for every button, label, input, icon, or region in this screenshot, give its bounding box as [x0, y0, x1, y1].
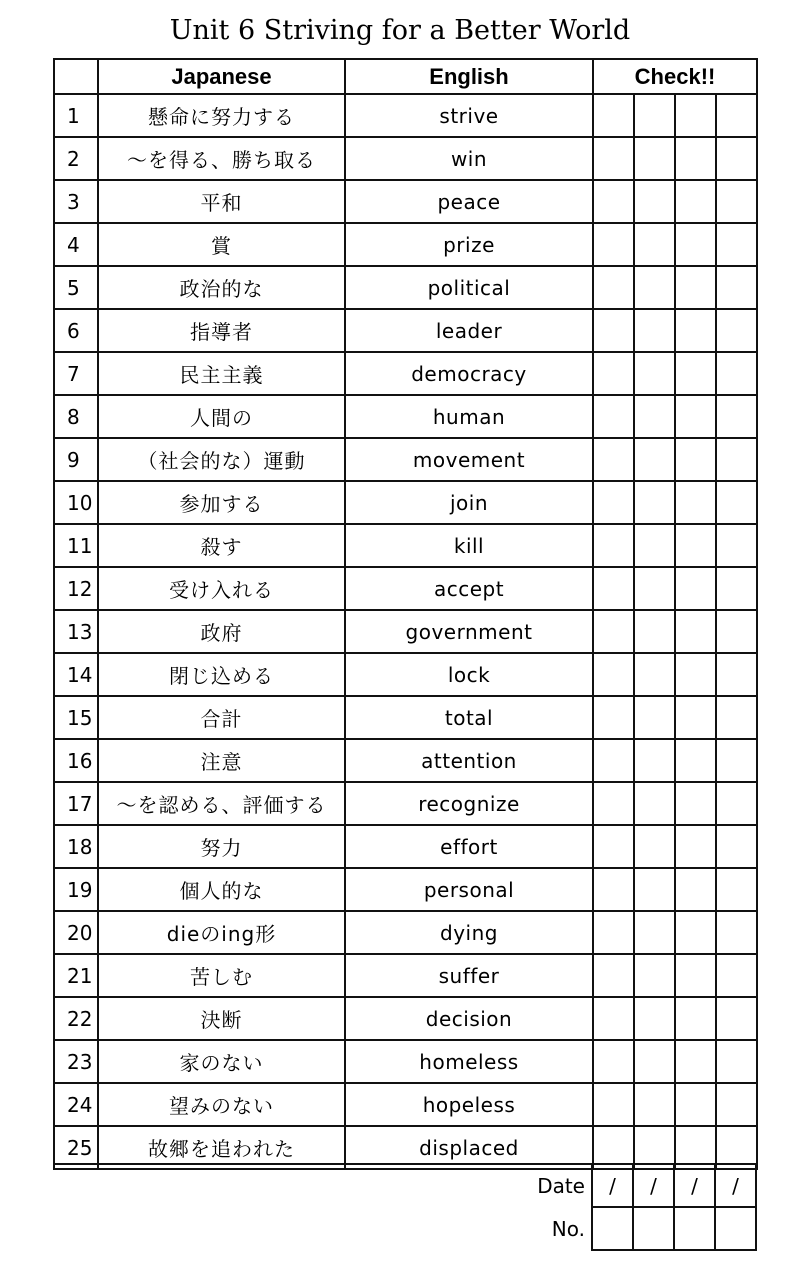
english-term: human — [345, 395, 593, 438]
header-japanese: Japanese — [98, 59, 345, 94]
row-number: 11 — [54, 524, 98, 567]
row-number: 10 — [54, 481, 98, 524]
check-box[interactable] — [716, 997, 757, 1040]
english-term: peace — [345, 180, 593, 223]
vocabulary-table — [53, 58, 758, 1170]
check-box[interactable] — [716, 1040, 757, 1083]
header-number — [54, 59, 98, 94]
check-box[interactable] — [716, 610, 757, 653]
check-box[interactable] — [634, 352, 675, 395]
english-term: strive — [345, 94, 593, 137]
check-box[interactable] — [634, 653, 675, 696]
row-number: 22 — [54, 997, 98, 1040]
check-box[interactable] — [634, 610, 675, 653]
check-box[interactable] — [716, 567, 757, 610]
table-row — [54, 825, 757, 868]
check-box[interactable] — [593, 395, 634, 438]
row-number: 24 — [54, 1083, 98, 1126]
check-box[interactable] — [634, 1040, 675, 1083]
english-term: political — [345, 266, 593, 309]
row-number: 4 — [54, 223, 98, 266]
check-box[interactable] — [593, 438, 634, 481]
score-field[interactable] — [633, 1207, 674, 1250]
check-box[interactable] — [675, 223, 716, 266]
check-box[interactable] — [716, 309, 757, 352]
check-box[interactable] — [593, 868, 634, 911]
check-box[interactable] — [675, 137, 716, 180]
check-box[interactable] — [634, 911, 675, 954]
check-box[interactable] — [716, 911, 757, 954]
english-term: displaced — [345, 1126, 593, 1169]
check-box[interactable] — [675, 739, 716, 782]
table-row — [54, 352, 757, 395]
check-box[interactable] — [716, 868, 757, 911]
check-box[interactable] — [716, 438, 757, 481]
check-box[interactable] — [593, 739, 634, 782]
check-box[interactable] — [634, 997, 675, 1040]
table-row — [54, 1040, 757, 1083]
date-label: Date — [53, 1164, 592, 1207]
japanese-term: 懸命に努力する — [98, 94, 345, 137]
check-box[interactable] — [634, 825, 675, 868]
english-term: homeless — [345, 1040, 593, 1083]
check-box[interactable] — [593, 1083, 634, 1126]
japanese-term: 平和 — [98, 180, 345, 223]
check-box[interactable] — [634, 696, 675, 739]
check-box[interactable] — [675, 782, 716, 825]
table-row — [54, 782, 757, 825]
check-box[interactable] — [593, 696, 634, 739]
check-box[interactable] — [634, 782, 675, 825]
table-row — [54, 481, 757, 524]
check-box[interactable] — [593, 567, 634, 610]
japanese-term: 故郷を追われた — [98, 1126, 345, 1169]
row-number: 23 — [54, 1040, 98, 1083]
english-term: dying — [345, 911, 593, 954]
table-row — [54, 180, 757, 223]
check-box[interactable] — [675, 438, 716, 481]
check-box[interactable] — [675, 94, 716, 137]
row-number: 18 — [54, 825, 98, 868]
english-term: attention — [345, 739, 593, 782]
japanese-term: 指導者 — [98, 309, 345, 352]
check-box[interactable] — [593, 309, 634, 352]
check-box[interactable] — [675, 911, 716, 954]
check-box[interactable] — [593, 94, 634, 137]
page-title: Unit 6 Striving for a Better World — [169, 15, 631, 46]
check-box[interactable] — [716, 481, 757, 524]
check-box[interactable] — [675, 610, 716, 653]
japanese-term: 参加する — [98, 481, 345, 524]
table-row — [54, 395, 757, 438]
row-number: 9 — [54, 438, 98, 481]
row-number: 19 — [54, 868, 98, 911]
japanese-term: 政治的な — [98, 266, 345, 309]
table-row — [54, 94, 757, 137]
table-row — [54, 954, 757, 997]
check-box[interactable] — [593, 223, 634, 266]
english-term: total — [345, 696, 593, 739]
check-box[interactable] — [675, 524, 716, 567]
check-box[interactable] — [593, 137, 634, 180]
check-box[interactable] — [675, 653, 716, 696]
check-box[interactable] — [593, 1040, 634, 1083]
check-box[interactable] — [675, 954, 716, 997]
table-row — [54, 1083, 757, 1126]
table-row — [54, 696, 757, 739]
check-box[interactable] — [634, 309, 675, 352]
japanese-term: 人間の — [98, 395, 345, 438]
english-term: win — [345, 137, 593, 180]
table-row — [54, 868, 757, 911]
english-term: government — [345, 610, 593, 653]
table-row — [54, 653, 757, 696]
check-box[interactable] — [716, 782, 757, 825]
row-number: 21 — [54, 954, 98, 997]
japanese-term: 注意 — [98, 739, 345, 782]
row-number: 5 — [54, 266, 98, 309]
check-box[interactable] — [593, 825, 634, 868]
japanese-term: 閉じ込める — [98, 653, 345, 696]
check-box[interactable] — [675, 868, 716, 911]
check-box[interactable] — [716, 524, 757, 567]
check-box[interactable] — [675, 997, 716, 1040]
japanese-term: 個人的な — [98, 868, 345, 911]
english-term: democracy — [345, 352, 593, 395]
row-number: 2 — [54, 137, 98, 180]
check-box[interactable] — [716, 352, 757, 395]
table-row — [54, 438, 757, 481]
japanese-term: （社会的な）運動 — [98, 438, 345, 481]
header-check: Check!! — [593, 59, 757, 94]
japanese-term: 殺す — [98, 524, 345, 567]
check-box[interactable] — [634, 180, 675, 223]
number-row — [53, 1207, 756, 1250]
check-box[interactable] — [675, 395, 716, 438]
japanese-term: 賞 — [98, 223, 345, 266]
date-field[interactable]: / — [715, 1164, 756, 1207]
english-term: leader — [345, 309, 593, 352]
table-row — [54, 524, 757, 567]
check-box[interactable] — [593, 180, 634, 223]
footer-table — [53, 1163, 757, 1251]
check-box[interactable] — [675, 1040, 716, 1083]
check-box[interactable] — [716, 94, 757, 137]
japanese-term: 受け入れる — [98, 567, 345, 610]
score-field[interactable] — [674, 1207, 715, 1250]
check-box[interactable] — [634, 739, 675, 782]
row-number: 25 — [54, 1126, 98, 1169]
english-term: kill — [345, 524, 593, 567]
check-box[interactable] — [634, 395, 675, 438]
check-box[interactable] — [593, 997, 634, 1040]
row-number: 1 — [54, 94, 98, 137]
check-box[interactable] — [675, 1083, 716, 1126]
english-term: movement — [345, 438, 593, 481]
check-box[interactable] — [634, 223, 675, 266]
date-field[interactable]: / — [674, 1164, 715, 1207]
date-row — [53, 1164, 756, 1207]
check-box[interactable] — [593, 352, 634, 395]
table-row — [54, 911, 757, 954]
check-box[interactable] — [593, 524, 634, 567]
check-box[interactable] — [593, 481, 634, 524]
check-box[interactable] — [675, 309, 716, 352]
japanese-term: 家のない — [98, 1040, 345, 1083]
japanese-term: 民主主義 — [98, 352, 345, 395]
japanese-term: 努力 — [98, 825, 345, 868]
check-box[interactable] — [634, 438, 675, 481]
japanese-term: dieのing形 — [98, 911, 345, 954]
japanese-term: 望みのない — [98, 1083, 345, 1126]
check-box[interactable] — [716, 653, 757, 696]
check-box[interactable] — [716, 137, 757, 180]
check-box[interactable] — [716, 1083, 757, 1126]
japanese-term: 政府 — [98, 610, 345, 653]
row-number: 13 — [54, 610, 98, 653]
check-box[interactable] — [675, 825, 716, 868]
table-row — [54, 567, 757, 610]
row-number: 20 — [54, 911, 98, 954]
check-box[interactable] — [675, 481, 716, 524]
check-box[interactable] — [716, 395, 757, 438]
check-box[interactable] — [716, 180, 757, 223]
row-number: 17 — [54, 782, 98, 825]
check-box[interactable] — [593, 653, 634, 696]
table-row — [54, 739, 757, 782]
check-box[interactable] — [716, 223, 757, 266]
check-box[interactable] — [593, 954, 634, 997]
japanese-term: ～を認める、評価する — [98, 782, 345, 825]
english-term: personal — [345, 868, 593, 911]
check-box[interactable] — [634, 481, 675, 524]
japanese-term: ～を得る、勝ち取る — [98, 137, 345, 180]
english-term: recognize — [345, 782, 593, 825]
check-box[interactable] — [634, 868, 675, 911]
row-number: 7 — [54, 352, 98, 395]
date-field[interactable]: / — [633, 1164, 674, 1207]
row-number: 15 — [54, 696, 98, 739]
english-term: hopeless — [345, 1083, 593, 1126]
check-box[interactable] — [634, 524, 675, 567]
check-box[interactable] — [716, 825, 757, 868]
row-number: 12 — [54, 567, 98, 610]
check-box[interactable] — [634, 266, 675, 309]
score-field[interactable] — [715, 1207, 756, 1250]
check-box[interactable] — [716, 954, 757, 997]
english-term: join — [345, 481, 593, 524]
check-box[interactable] — [675, 567, 716, 610]
table-row — [54, 137, 757, 180]
table-row — [54, 997, 757, 1040]
number-label: No. — [551, 1216, 585, 1241]
check-box[interactable] — [675, 266, 716, 309]
check-box[interactable] — [716, 266, 757, 309]
header-row — [54, 59, 757, 94]
english-term: lock — [345, 653, 593, 696]
english-term: accept — [345, 567, 593, 610]
check-box[interactable] — [634, 94, 675, 137]
score-field[interactable] — [592, 1207, 633, 1250]
japanese-term: 決断 — [98, 997, 345, 1040]
row-number: 3 — [54, 180, 98, 223]
check-box[interactable] — [593, 782, 634, 825]
table-row — [54, 610, 757, 653]
english-term: suffer — [345, 954, 593, 997]
check-box[interactable] — [593, 266, 634, 309]
check-box[interactable] — [675, 352, 716, 395]
table-row — [54, 309, 757, 352]
english-term: prize — [345, 223, 593, 266]
japanese-term: 合計 — [98, 696, 345, 739]
check-box[interactable] — [675, 180, 716, 223]
header-english: English — [345, 59, 593, 94]
check-box[interactable] — [716, 739, 757, 782]
check-box[interactable] — [675, 696, 716, 739]
check-box[interactable] — [716, 696, 757, 739]
row-number: 14 — [54, 653, 98, 696]
row-number: 8 — [54, 395, 98, 438]
check-box[interactable] — [634, 567, 675, 610]
check-box[interactable] — [634, 1083, 675, 1126]
row-number: 6 — [54, 309, 98, 352]
check-box[interactable] — [634, 954, 675, 997]
english-term: decision — [345, 997, 593, 1040]
check-box[interactable] — [634, 137, 675, 180]
japanese-term: 苦しむ — [98, 954, 345, 997]
english-term: effort — [345, 825, 593, 868]
table-row — [54, 266, 757, 309]
date-field[interactable]: / — [592, 1164, 633, 1207]
check-box[interactable] — [593, 911, 634, 954]
check-box[interactable] — [593, 610, 634, 653]
row-number: 16 — [54, 739, 98, 782]
table-row — [54, 223, 757, 266]
